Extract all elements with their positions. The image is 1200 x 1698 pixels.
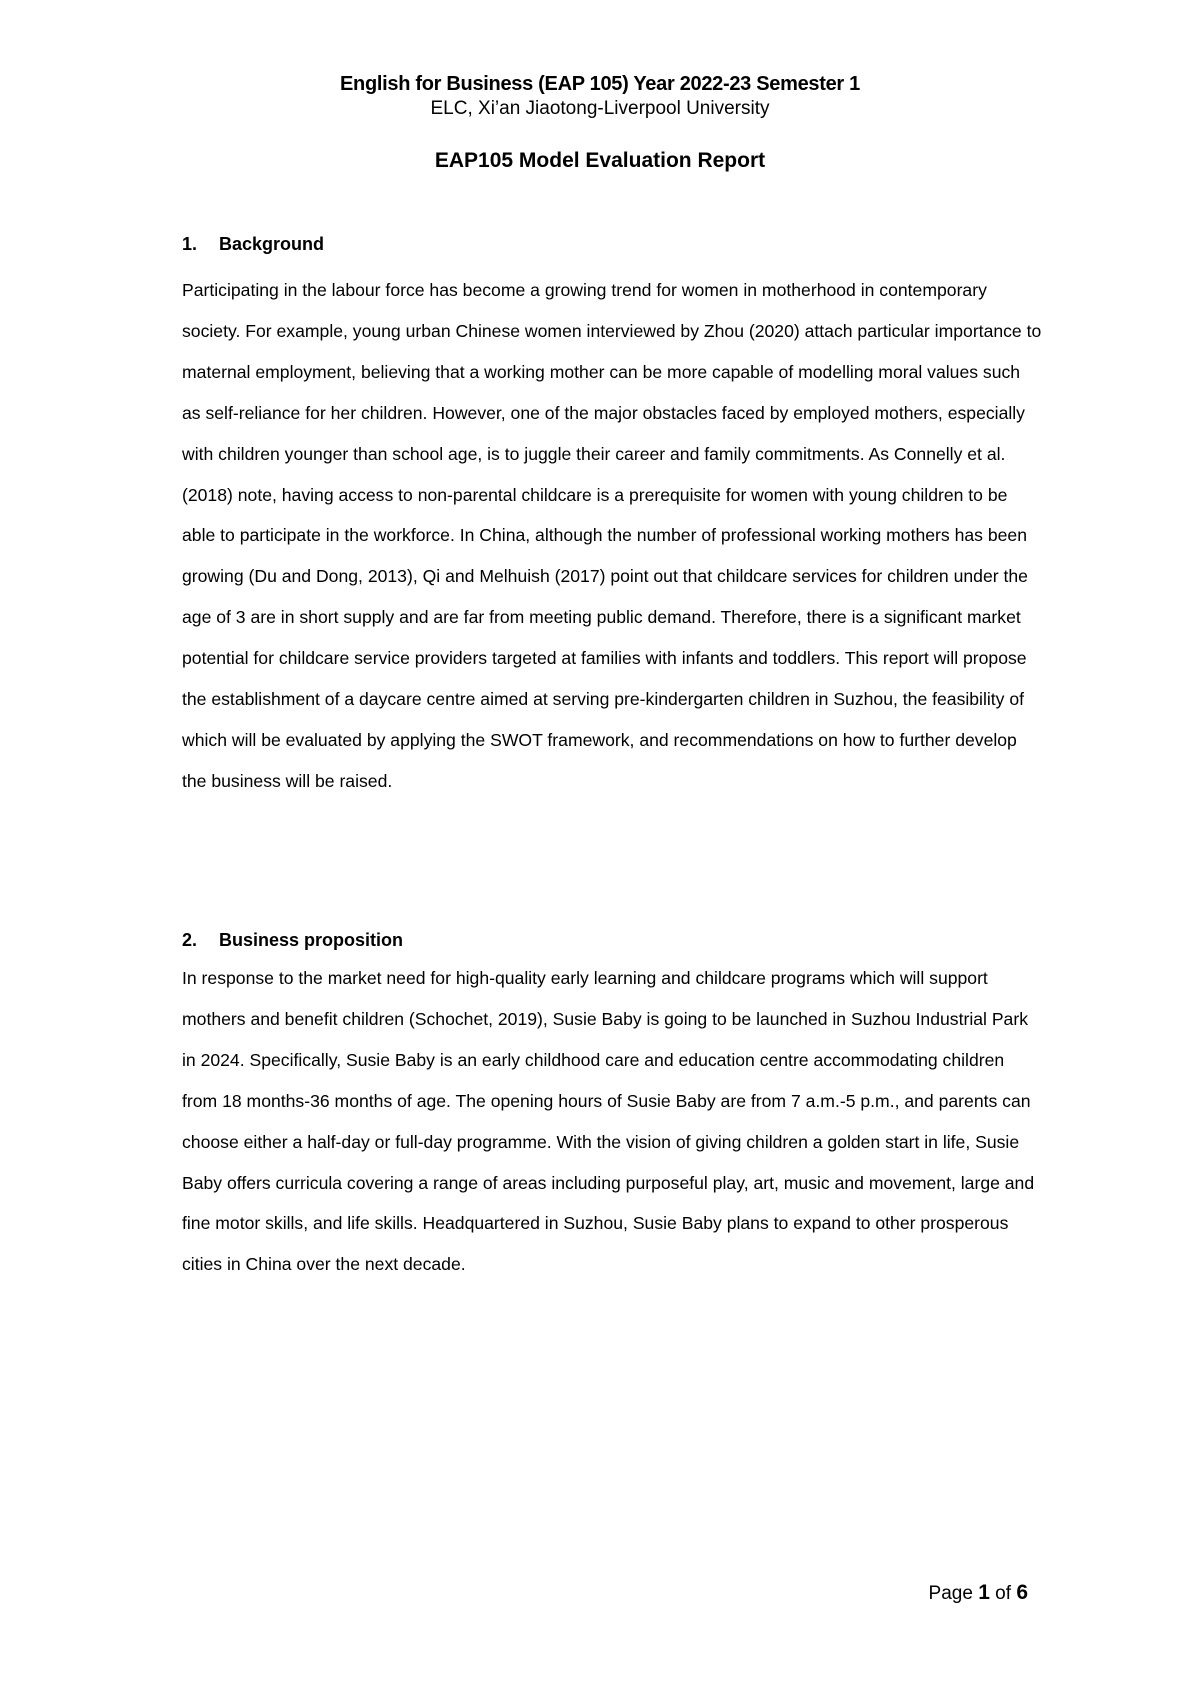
section-heading xyxy=(182,928,1042,952)
document-title: EAP105 Model Evaluation Report xyxy=(434,149,766,172)
total-page-count: 6 xyxy=(1016,1581,1028,1604)
section-paragraph: In response to the market need for high-quality early learning and childcare programs which will support mothers and benefit children (Schochet, 2019), Susie Baby is going to be launched in Suzhou Industrial Park in 2024. Specifically, Susie Baby is an early childhood care and education centre accommodating children from 18 months-36 months of age. The opening hours of Susie Baby are from 7 a.m.-5 p.m., and parents can choose either a half-day or full-day programme. With the vision of giving children a golden start in life, Susie Baby offers curricula covering a range of areas including purposeful play, art, music and movement, large and fine motor skills, and life skills. Headquartered in Suzhou, Susie Baby plans to expand to other prosperous cities in China over the next decade. xyxy=(182,968,1035,1275)
page-number-footer xyxy=(929,1580,1028,1607)
section-business-proposition xyxy=(182,928,1042,1285)
section-paragraph: Participating in the labour force has become a growing trend for women in motherhood in contemporary society. For example, young urban Chinese women interviewed by Zhou (2020) attach particular importance to maternal employment, believing that a working mother can be more capable of modelling moral values such as self-reliance for her children. However, one of the major obstacles faced by employed mothers, especially with children younger than school age, is to juggle their career and family commitments. As Connelly et al. (2018) note, having access to non-parental childcare is a prerequisite for women with young children to be able to participate in the workforce. In China, although the number of professional working mothers has been growing (Du and Dong, 2013), Qi and Melhuish (2017) point out that childcare services for children under the age of 3 are in short supply and are far from meeting public demand. Therefore, there is a significant market potential for childcare service providers targeted at families with infants and toddlers. This report will propose the establishment of a daycare centre aimed at serving pre-kindergarten children in Suzhou, the feasibility of which will be evaluated by applying the SWOT framework, and recommendations on how to further develop the business will be raised. xyxy=(182,280,1042,791)
course-header: English for Business (EAP 105) Year 2022-23 Semester 1 xyxy=(339,73,860,95)
section-heading-text: Background xyxy=(219,234,325,254)
section-heading xyxy=(182,232,1042,256)
of-word: of xyxy=(995,1583,1012,1604)
page-word: Page xyxy=(928,1583,973,1604)
section-number: 1. xyxy=(182,234,198,254)
section-background xyxy=(182,232,1042,802)
section-number: 2. xyxy=(182,930,198,950)
section-heading-text: Business proposition xyxy=(219,930,404,950)
institution-header: ELC, Xi’an Jiaotong-Liverpool University xyxy=(430,98,770,119)
current-page-number: 1 xyxy=(978,1581,990,1604)
